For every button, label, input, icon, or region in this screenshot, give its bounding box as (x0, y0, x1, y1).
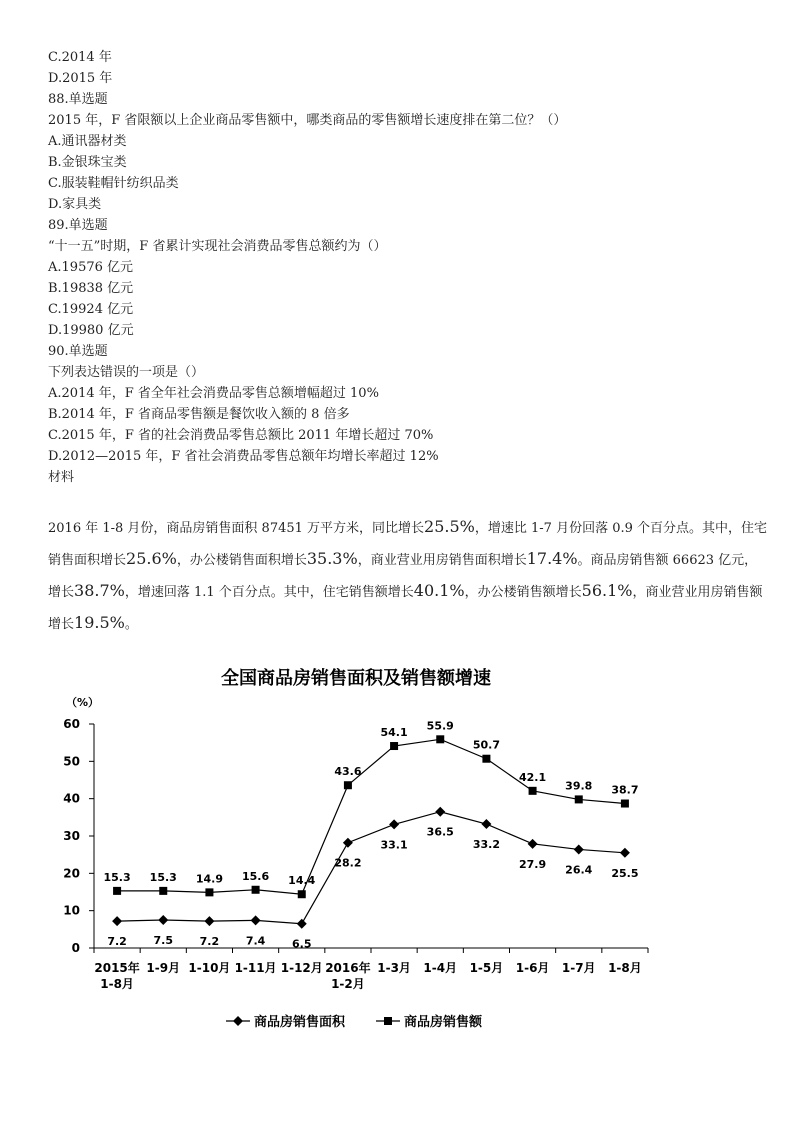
data-point (251, 915, 261, 925)
percent-value: 40.1% (413, 581, 465, 600)
data-label: 7.2 (107, 935, 127, 949)
data-label: 14.4 (288, 874, 316, 888)
legend-label: 商品房销售额 (404, 1015, 483, 1030)
text-line: B.2014 年，F 省商品零售额是餐饮收入额的 8 倍多 (48, 407, 350, 422)
data-point (252, 886, 260, 894)
data-label: 7.4 (245, 934, 266, 948)
text-line: “十一五”时期，F 省累计实现社会消费品零售总额约为（） (48, 239, 387, 254)
x-tick-label: 1-12月 (280, 961, 323, 975)
material-text: ，办公楼销售面积增长 (176, 553, 307, 568)
text-line: A.2014 年，F 省全年社会消费品零售总额增幅超过 10% (48, 386, 379, 401)
data-label: 7.2 (199, 935, 220, 949)
percent-value: 35.3% (306, 549, 358, 568)
x-tick-label: 1-8月 (100, 977, 134, 991)
data-point (158, 915, 168, 925)
text-line: C.2015 年，F 省的社会消费品零售总额比 2011 年增长超过 70% (48, 428, 434, 443)
data-point (574, 844, 584, 854)
text-line: 90.单选题 (48, 344, 108, 359)
percent-value: 38.7% (74, 581, 125, 600)
percent-value: 19.5% (74, 613, 125, 632)
text-line: A.通讯器材类 (48, 134, 127, 149)
sales-growth-line-chart (0, 650, 800, 1050)
x-tick-label: 2016年 (325, 961, 371, 975)
data-label: 42.1 (519, 770, 547, 784)
x-tick-label: 1-9月 (146, 961, 181, 975)
data-label: 7.5 (153, 934, 173, 947)
text-line: 2015 年，F 省限额以上企业商品零售额中，哪类商品的零售额增长速度排在第二位？（） (48, 113, 567, 128)
material-text: ，商业营业用房销售面积增长 (357, 553, 527, 568)
x-tick-label: 1-4月 (423, 961, 458, 975)
text-line: A.19576 亿元 (48, 260, 134, 275)
y-axis-unit: （%） (66, 696, 100, 709)
data-label: 27.9 (519, 857, 547, 871)
x-tick-label: 1-6月 (515, 961, 550, 975)
series-line (117, 812, 625, 924)
x-tick-label: 1-10月 (188, 961, 231, 975)
data-point (528, 839, 538, 849)
material-text: ，商业营业用房销售额增长 (48, 585, 763, 632)
data-point (159, 887, 167, 895)
data-label: 55.9 (426, 719, 454, 733)
data-point (112, 916, 122, 926)
data-label: 6.5 (292, 937, 312, 951)
material-text: 。 (124, 617, 138, 632)
material-paragraph (48, 512, 768, 640)
data-label: 33.2 (472, 838, 500, 852)
data-label: 38.7 (611, 783, 639, 797)
data-label: 15.3 (103, 870, 131, 884)
material-text: ，增速回落 1.1 个百分点。其中，住宅销售额增长 (124, 585, 414, 600)
data-label: 15.6 (242, 869, 270, 883)
text-line: C.19924 亿元 (48, 302, 134, 317)
x-tick-label: 2015年 (94, 961, 140, 975)
y-tick-label: 0 (71, 941, 80, 955)
text-line: 下列表达错误的一项是（） (48, 365, 205, 380)
data-point (436, 735, 444, 743)
data-point (529, 787, 537, 795)
text-line: 88.单选题 (48, 92, 108, 107)
text-line: D.2012—2015 年，F 省社会消费品零售总额年均增长率超过 12% (48, 449, 439, 464)
chart-title: 全国商品房销售面积及销售额增速 (221, 668, 491, 689)
data-point (390, 742, 398, 750)
y-tick-label: 30 (63, 829, 80, 843)
material-text: ，增速比 1-7 月份回落 0.9 个百分点。其中，住宅销售面积增长 (48, 521, 768, 568)
percent-value: 17.4% (526, 549, 578, 568)
plot-area (63, 717, 648, 991)
legend-marker (384, 1017, 392, 1025)
material-text: ，办公楼销售额增长 (464, 585, 582, 600)
data-point (389, 819, 399, 829)
text-line: B.金银珠宝类 (48, 155, 127, 170)
x-tick-label: 1-3月 (377, 961, 411, 975)
y-tick-label: 40 (63, 791, 80, 806)
data-label: 25.5 (611, 866, 639, 880)
series-line (117, 739, 625, 894)
data-label: 54.1 (380, 726, 408, 740)
x-tick-label: 1-8月 (608, 961, 642, 975)
data-label: 14.9 (195, 872, 223, 886)
y-tick-label: 50 (63, 754, 80, 769)
text-line: D.19980 亿元 (48, 323, 134, 338)
x-tick-label: 1-11月 (234, 961, 277, 975)
x-tick-label: 1-5月 (469, 961, 504, 975)
data-point (482, 755, 490, 763)
y-tick-label: 20 (63, 866, 80, 881)
data-point (297, 919, 307, 929)
x-tick-label: 1-2月 (331, 977, 365, 991)
data-point (298, 890, 306, 898)
data-label: 28.2 (334, 856, 362, 870)
data-label: 33.1 (380, 838, 408, 852)
text-line: D.2015 年 (48, 71, 113, 86)
data-label: 15.3 (149, 870, 177, 884)
percent-value: 56.1% (581, 581, 633, 600)
data-label: 43.6 (334, 765, 362, 779)
y-tick-label: 10 (63, 903, 80, 918)
data-label: 26.4 (565, 863, 593, 877)
text-line: C.2014 年 (48, 50, 112, 65)
data-point (113, 887, 121, 895)
percent-value: 25.5% (424, 517, 475, 536)
text-line: 89.单选题 (48, 218, 108, 233)
text-line: 材料 (48, 470, 75, 485)
data-point (481, 819, 491, 829)
text-line: C.服装鞋帽针纺织品类 (48, 176, 179, 191)
y-tick-label: 60 (63, 717, 80, 731)
data-point (204, 916, 214, 926)
data-point (620, 848, 630, 858)
material-text: 。商品房销售额 66623 亿元，增长 (48, 553, 758, 600)
percent-value: 25.6% (126, 549, 177, 568)
legend-marker (233, 1016, 243, 1026)
data-point (621, 800, 629, 808)
x-tick-label: 1-7月 (561, 961, 596, 975)
data-point (205, 888, 213, 896)
data-label: 39.8 (565, 779, 593, 793)
data-label: 50.7 (472, 738, 500, 752)
text-line: B.19838 亿元 (48, 281, 134, 296)
data-point (435, 807, 445, 817)
data-label: 36.5 (426, 825, 454, 839)
text-line: D.家具类 (48, 197, 102, 212)
material-text: 2016 年 1-8 月份，商品房销售面积 87451 万平方米，同比增长 (48, 521, 425, 536)
data-point (344, 781, 352, 789)
chart-legend (226, 1014, 483, 1030)
legend-label: 商品房销售面积 (254, 1015, 346, 1030)
data-point (575, 795, 583, 803)
data-point (343, 838, 353, 848)
